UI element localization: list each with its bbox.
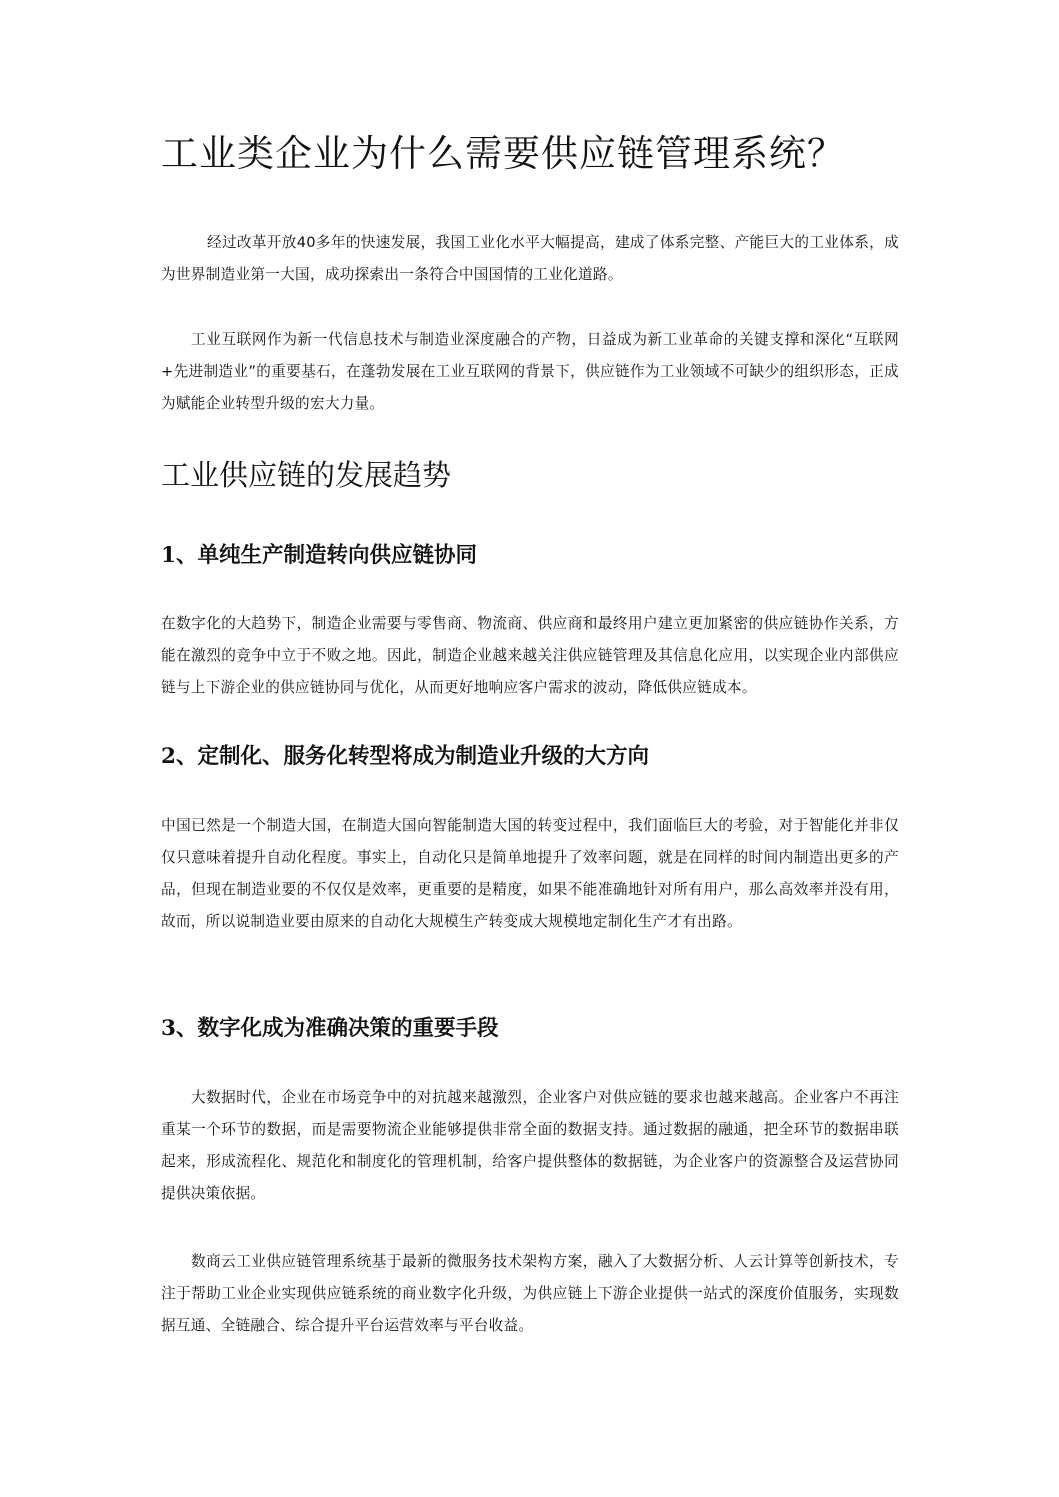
subsection-heading-2: 2、定制化、服务化转型将成为制造业升级的大方向 — [161, 744, 649, 769]
subsection-body-2: 中国已然是一个制造大国，在制造大国向智能制造大国的转变过程中，我们面临巨大的考验，对于智能化并非仅仅只意味着提升自动化程度。事实上，自动化只是简单地提升了效率问题，就是在同样的时间内制造出更多的产品，但现在制造业要的不仅仅是效率，更重要的是精度，如果不能准确地针对所有用户，那么高效率并没有用，故而，所以说制造业要由原来的自动化大规模生产转变成大规模地定制化生产才有出路。 — [161, 817, 899, 930]
section-heading-trends: 工业供应链的发展趋势 — [161, 458, 452, 492]
subsection-body-3: 大数据时代，企业在市场竞争中的对抗越来越激烈，企业客户对供应链的要求也越来越高。企业客户不再注重某一个环节的数据，而是需要物流企业能够提供非常全面的数据支持。通过数据的融通，把全环节的数据串联起来，形成流程化、规范化和制度化的管理机制，给客户提供整体的数据链，为企业客户的资源整合及运营协同提供决策依据。 — [161, 1089, 899, 1202]
intro-paragraph-2: 工业互联网作为新一代信息技术与制造业深度融合的产物，日益成为新工业革命的关键支撑和深化“互联网+先进制造业”的重要基石，在蓬勃发展在工业互联网的背景下，供应链作为工业领域不可缺少的组织形态，正成为赋能企业转型升级的宏大力量。 — [161, 331, 899, 412]
intro-paragraph-1: 经过改革开放40多年的快速发展，我国工业化水平大幅提高，建成了体系完整、产能巨大的工业体系，成为世界制造业第一大国，成功探索出一条符合中国国情的工业化道路。 — [161, 234, 899, 283]
subsection-heading-1: 1、单纯生产制造转向供应链协同 — [161, 543, 477, 568]
closing-paragraph: 数商云工业供应链管理系统基于最新的微服务技术架构方案，融入了大数据分析、人云计算等创新技术，专注于帮助工业企业实现供应链系统的商业数字化升级，为供应链上下游企业提供一站式的深度价值服务，实现数据互通、全链融合、综合提升平台运营效率与平台收益。 — [161, 1253, 899, 1334]
document-title: 工业类企业为什么需要供应链管理系统？ — [161, 132, 845, 175]
subsection-body-1: 在数字化的大趋势下，制造企业需要与零售商、物流商、供应商和最终用户建立更加紧密的供应链协作关系，方能在激烈的竞争中立于不败之地。因此，制造企业越来越关注供应链管理及其信息化应用，以实现企业内部供应链与上下游企业的供应链协同与优化，从而更好地响应客户需求的波动，降低供应链成本。 — [161, 615, 899, 696]
subsection-heading-3: 3、数字化成为准确决策的重要手段 — [161, 1016, 499, 1041]
